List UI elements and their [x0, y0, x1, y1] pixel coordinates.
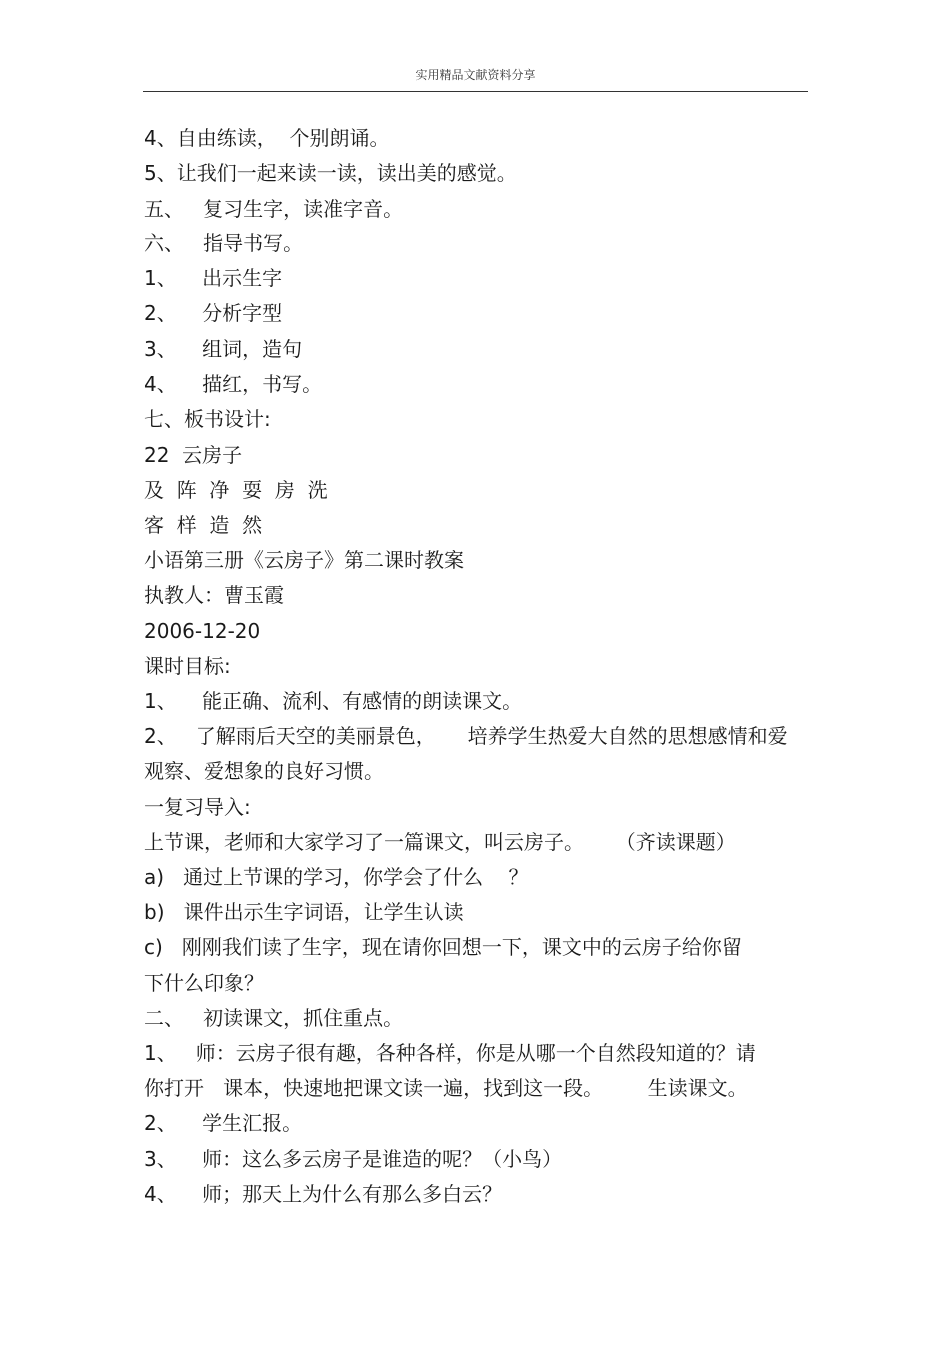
- text-line: 4、自由练读， 个别朗诵。: [144, 126, 390, 150]
- text-line: 七、板书设计:: [144, 407, 271, 431]
- text-line: 1、 能正确、流利、有感情的朗读课文。: [144, 689, 523, 713]
- text-line: 客 样 造 然: [144, 513, 263, 537]
- text-line: 2、 学生汇报。: [144, 1111, 303, 1135]
- page-header: 实用精品文献资料分享: [415, 68, 536, 82]
- text-line: 执教人：曹玉霞: [144, 583, 284, 607]
- text-line: 4、 师；那天上为什么有那么多白云？: [144, 1182, 503, 1206]
- text-line: b) 课件出示生字词语，让学生认读: [144, 900, 464, 924]
- text-line: a) 通过上节课的学习，你学会了什么 ？: [144, 865, 529, 889]
- text-line: 2、 分析字型: [144, 301, 283, 325]
- text-line: 3、 师：这么多云房子是谁造的呢？（小鸟）: [144, 1147, 563, 1171]
- text-line: 3、 组词，造句: [144, 337, 303, 361]
- text-line: 上节课，老师和大家学习了一篇课文，叫云房子。 （齐读课题）: [144, 830, 736, 854]
- text-line: 22 云房子: [144, 443, 243, 467]
- text-line: c) 刚刚我们读了生字，现在请你回想一下，课文中的云房子给你留: [144, 935, 742, 959]
- text-line: 一复习导入:: [144, 795, 251, 819]
- text-line: 5、让我们一起来读一读，读出美的感觉。: [144, 161, 517, 185]
- text-line: 小语第三册《云房子》第二课时教案: [144, 548, 464, 572]
- text-line: 下什么印象？: [144, 971, 264, 995]
- text-line: 六、 指导书写。: [144, 231, 304, 255]
- text-line: 五、 复习生字，读准字音。: [144, 197, 404, 221]
- text-line: 二、 初读课文，抓住重点。: [144, 1006, 404, 1030]
- text-line: 2、 了解雨后天空的美丽景色， 培养学生热爱大自然的思想感情和爱: [144, 724, 788, 748]
- text-line: 观察、爱想象的良好习惯。: [144, 759, 384, 783]
- header-divider: [143, 91, 808, 92]
- text-line: 2006-12-20: [144, 619, 261, 643]
- text-line: 你打开 课本，快速地把课文读一遍，找到这一段。 生读课文。: [144, 1076, 748, 1100]
- text-line: 课时目标:: [144, 654, 231, 678]
- text-line: 1、 师：云房子很有趣，各种各样，你是从哪一个自然段知道的？请: [144, 1041, 756, 1065]
- text-line: 4、 描红，书写。: [144, 372, 323, 396]
- text-line: 1、 出示生字: [144, 266, 283, 290]
- text-line: 及 阵 净 耍 房 洗: [144, 478, 328, 502]
